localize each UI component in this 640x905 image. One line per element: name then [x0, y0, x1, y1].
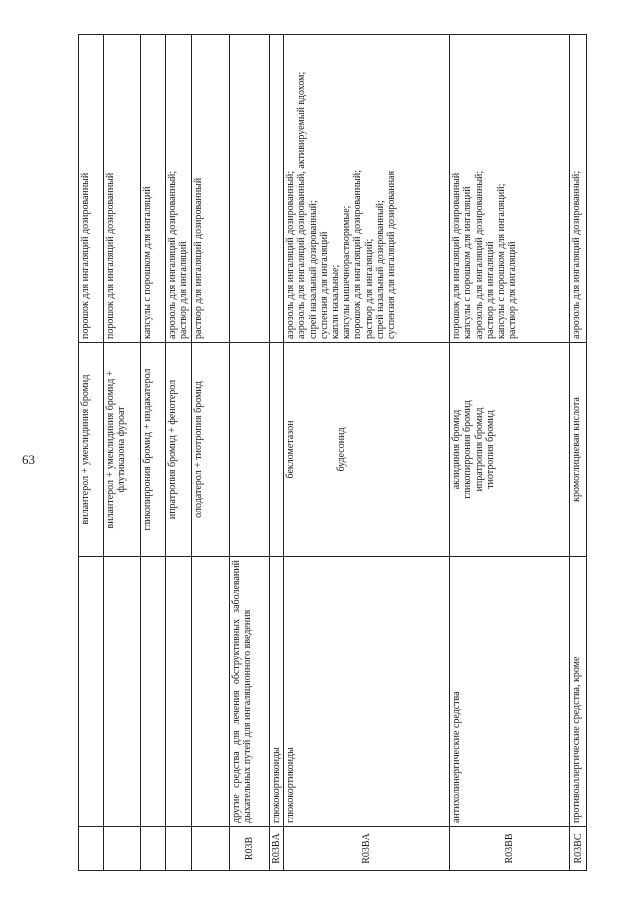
- name-cell: антихолинергические средства: [450, 557, 570, 827]
- form-line: раствор для ингаляций;: [363, 238, 375, 339]
- drug-name: будесонид: [336, 427, 348, 472]
- name-cell: другие средства для лечения обструктивных заболеваний дыхательных путей для ингаляционного введения: [230, 557, 270, 827]
- drug-cell: [230, 343, 270, 557]
- drug-cell: вилантерол + умеклидиния бромид: [79, 343, 104, 557]
- table-row: [141, 35, 166, 871]
- drug-cell: [450, 343, 570, 557]
- code-cell: R03BA: [284, 827, 450, 871]
- form-line: порошок для ингаляций дозированный: [451, 172, 463, 339]
- form-line: капсулы с порошком для ингаляций: [462, 186, 474, 339]
- drug-name: аклидиния бромид: [451, 409, 463, 490]
- rotated-page: [78, 35, 606, 871]
- table-row: [270, 35, 284, 871]
- form-cell: [166, 35, 192, 343]
- form-line: капсулы кишечнорастворимые;: [341, 205, 353, 339]
- form-line: капли назальные;: [329, 264, 341, 339]
- drug-name: гликопиррония бромид: [462, 400, 474, 499]
- table-row: [79, 35, 104, 871]
- code-cell: R03B: [230, 827, 270, 871]
- name-cell: глюкокортикоиды: [270, 557, 284, 827]
- form-cell: порошок для ингаляций дозированный: [79, 35, 104, 343]
- drug-cell: ипратропия бромид + фенотерол: [166, 343, 192, 557]
- code-cell: R03BB: [450, 827, 570, 871]
- table-row: [284, 35, 450, 871]
- drug-cell: [270, 343, 284, 557]
- table-row: [450, 35, 570, 871]
- drug-name: ипратропия бромид: [473, 407, 485, 492]
- name-cell: противоаллергические средства, кроме: [570, 557, 587, 827]
- form-cell: капсулы с порошком для ингаляций: [141, 35, 166, 343]
- form-line: раствор для ингаляций: [507, 241, 519, 339]
- code-cell: [141, 827, 166, 871]
- table-row: [166, 35, 192, 871]
- form-line: суспензия для ингаляций: [318, 231, 330, 339]
- form-cell: [230, 35, 270, 343]
- drug-name: тиотропия бромид: [484, 410, 496, 489]
- code-cell: [166, 827, 192, 871]
- form-line: раствор для ингаляций: [178, 241, 190, 339]
- form-line: капсулы с порошком для ингаляций;: [495, 183, 507, 339]
- table-row: [570, 35, 587, 871]
- code-cell: [79, 827, 104, 871]
- name-cell: [166, 557, 192, 827]
- form-cell: раствор для ингаляций дозированный: [192, 35, 230, 343]
- form-line: порошок для ингаляций дозированный;: [352, 169, 364, 339]
- table-row: [192, 35, 230, 871]
- form-cell: [284, 35, 450, 343]
- drug-cell: олодатерол + тиотропия бромид: [192, 343, 230, 557]
- name-cell: [141, 557, 166, 827]
- name-cell: глюкокортикоиды: [284, 557, 450, 827]
- code-cell: [104, 827, 141, 871]
- drug-name: беклометазон: [285, 420, 297, 479]
- form-cell: [270, 35, 284, 343]
- form-cell: порошок для ингаляций дозированный: [104, 35, 141, 343]
- code-cell: R03BC: [570, 827, 587, 871]
- name-cell: [104, 557, 141, 827]
- code-cell: R03BA: [270, 827, 284, 871]
- form-line: раствор для ингаляций: [484, 241, 496, 339]
- drug-cell: гликопиррония бромид + индакатерол: [141, 343, 166, 557]
- page-number: 63: [22, 452, 35, 467]
- name-cell: [79, 557, 104, 827]
- code-cell: [192, 827, 230, 871]
- form-line: аэрозоль для ингаляций дозированный, активируемый вдохом;: [296, 71, 308, 339]
- form-line: суспензия для ингаляций дозированная: [385, 170, 397, 339]
- form-line: аэрозоль для ингаляций дозированный;: [167, 170, 178, 339]
- form-line: спрей назальный дозированный;: [374, 200, 386, 339]
- name-cell: [192, 557, 230, 827]
- form-line: аэрозоль для ингаляций дозированный;: [473, 170, 485, 339]
- medication-table: [78, 34, 587, 871]
- form-line: спрей назальный дозированный;: [307, 200, 319, 339]
- drug-cell: [284, 343, 450, 557]
- table-row: [104, 35, 141, 871]
- form-cell: аэрозоль для ингаляций дозированный;: [570, 35, 587, 343]
- form-line: аэрозоль для ингаляций дозированный;: [285, 170, 297, 339]
- drug-cell: кромоглициевая кислота: [570, 343, 587, 557]
- table-row: [230, 35, 270, 871]
- drug-cell: вилантерол + умеклидиния бромид + флутиказона фуроат: [104, 343, 141, 557]
- form-cell: [450, 35, 570, 343]
